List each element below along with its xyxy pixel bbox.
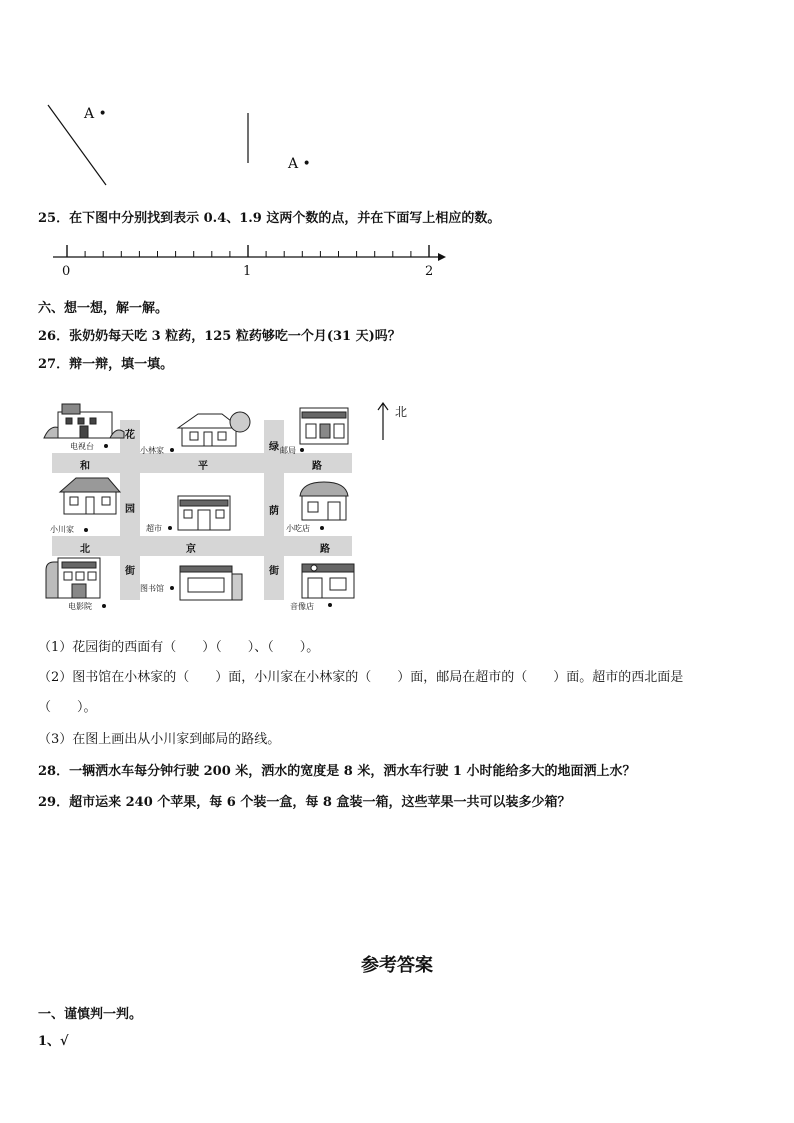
label-library: 图书馆 (140, 584, 164, 593)
number-line-arrow (438, 253, 446, 261)
label-snack-shop: 小吃店 (286, 524, 310, 533)
map-drawing (40, 398, 400, 620)
road-label-lu-bottom: 路 (320, 544, 330, 555)
xiaochuan-home-building (60, 478, 120, 514)
q27-part-1: （1）花园街的西面有（ ）（ ）、（ ）。 (38, 640, 320, 655)
q27-part-3: （3）在图上画出从小川家到邮局的路线。 (38, 732, 281, 747)
street-label-jie-left: 街 (125, 566, 135, 577)
tick-label-2: 2 (425, 264, 434, 279)
answers-section-1: 一、谨慎判一判。 (38, 1007, 143, 1022)
street-label-yin: 荫 (269, 506, 279, 517)
label-supermarket: 超市 (146, 524, 162, 533)
music-store-building (302, 564, 354, 598)
post-office-building (300, 408, 348, 444)
street-label-jie-right: 街 (269, 566, 279, 577)
street-label-lv: 绿 (269, 442, 279, 453)
xiaolin-home-building (178, 412, 250, 446)
road-label-bei: 北 (80, 544, 90, 555)
road-label-he: 和 (80, 461, 90, 472)
road-label-ping: 平 (198, 461, 208, 472)
road-beijing (52, 536, 352, 556)
street-label-yuan: 园 (125, 504, 135, 515)
question-28: 28．一辆洒水车每分钟行驶 200 米，洒水的宽度是 8 米，洒水车行驶 1 小时能给多大的地面洒上水？ (38, 764, 636, 779)
question-27: 27．辩一辩，填一填。 (38, 357, 174, 372)
section-6-title: 六、想一想，解一解。 (38, 301, 169, 316)
label-cinema: 电影院 (68, 602, 92, 611)
road-label-lu-top: 路 (312, 461, 322, 472)
question-29: 29．超市运来 240 个苹果，每 6 个装一盒，每 8 盒装一箱，这些苹果一共可以装多少箱？ (38, 795, 571, 810)
supermarket-building (178, 496, 230, 530)
tv-station-building (44, 404, 124, 438)
point-a-left: A • (84, 106, 107, 122)
q27-part-2: （2）图书馆在小林家的（ ）面，小川家在小林家的（ ）面，邮局在超市的（ ）面。超市的西北面是 (38, 670, 684, 685)
cinema-building (46, 558, 100, 598)
q27-part-2-continued: （ ）。 (38, 700, 97, 715)
point-a-right: A • (288, 156, 311, 172)
label-post-office: 邮局 (280, 446, 296, 455)
library-building (180, 566, 242, 600)
label-music-store: 音像店 (290, 602, 314, 611)
road-label-jing: 京 (186, 544, 196, 555)
label-xiaolin-home: 小林家 (140, 446, 164, 455)
tick-label-1: 1 (243, 264, 252, 279)
north-label: 北 (395, 405, 408, 419)
question-26: 26．张奶奶每天吃 3 粒药，125 粒药够吃一个月(31 天)吗？ (38, 329, 401, 344)
street-label-hua: 花 (125, 430, 135, 441)
label-xiaochuan-home: 小川家 (50, 525, 74, 534)
street-map (40, 398, 408, 620)
snack-shop-building (300, 482, 348, 520)
tick-label-0: 0 (62, 264, 71, 279)
label-tv-station: 电视台 (70, 442, 94, 451)
answers-title: 参考答案 (361, 955, 433, 976)
answer-1: 1、√ (38, 1034, 69, 1049)
question-25: 25．在下图中分别找到表示 0.4、1.9 这两个数的点，并在下面写上相应的数。 (38, 211, 501, 226)
